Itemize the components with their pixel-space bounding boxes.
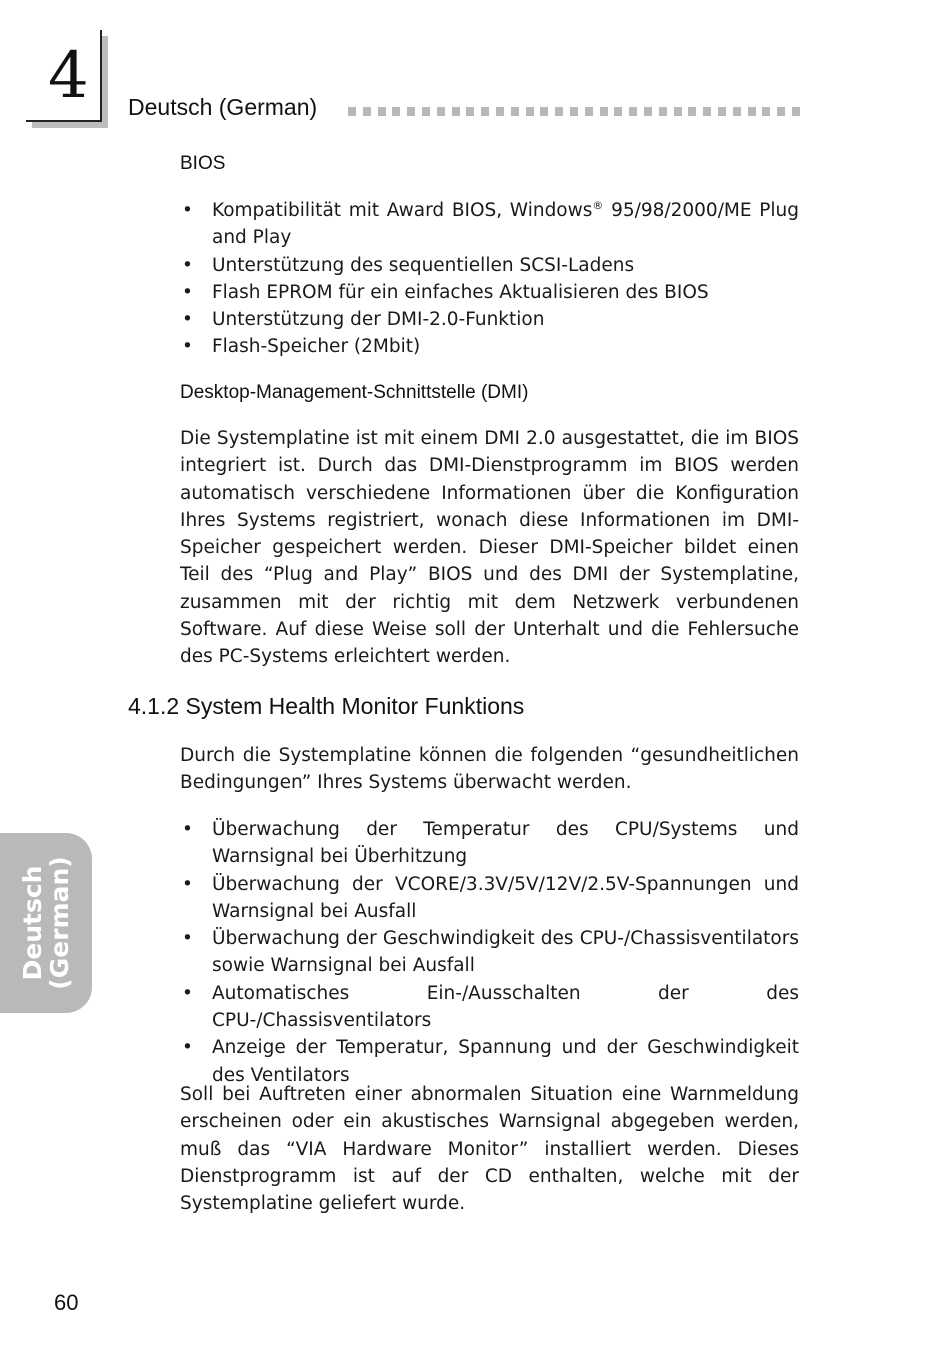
rule-dot [422, 107, 430, 116]
rule-dot [392, 107, 400, 116]
rule-dot [762, 107, 770, 116]
section-heading: 4.1.2 System Health Monitor Funktions [128, 693, 525, 719]
rule-dot [555, 107, 563, 116]
header-dot-rule [348, 107, 800, 119]
bios-feature-list [180, 197, 799, 361]
list-item: • Unterstützung des sequentiellen SCSI-Ladens [180, 252, 799, 279]
rule-dot [644, 107, 652, 116]
list-item: • Automatisches Ein-/Ausschalten der des CPU-/Chassisventilators [180, 980, 799, 1035]
list-item: • Überwachung der Temperatur des CPU/Systems und Warnsignal bei Überhitzung [180, 816, 799, 871]
bios-heading: BIOS [180, 153, 226, 174]
rule-dot [792, 107, 800, 116]
rule-dot [659, 107, 667, 116]
chapter-box-border [26, 120, 102, 122]
list-item: • Unterstützung der DMI-2.0-Funktion [180, 306, 799, 333]
rule-dot [496, 107, 504, 116]
rule-dot [614, 107, 622, 116]
side-tab-line: Deutsch [18, 865, 47, 981]
health-monitor-list [180, 816, 799, 1089]
side-tab-line: (German) [45, 856, 74, 990]
rule-dot [363, 107, 371, 116]
rule-dot [378, 107, 386, 116]
rule-dot [585, 107, 593, 116]
rule-dot [718, 107, 726, 116]
rule-dot [748, 107, 756, 116]
chapter-number: 4 [48, 39, 89, 113]
list-item: • Überwachung der Geschwindigkeit des CPU-/Chassisventilators sowie Warnsignal bei Ausfall [180, 925, 799, 980]
language-side-tab [0, 833, 92, 1013]
bios-item-text: Kompatibilität mit Award BIOS, Windows [212, 200, 593, 221]
rule-dot [348, 107, 356, 116]
rule-dot [526, 107, 534, 116]
rule-dot [600, 107, 608, 116]
dmi-heading: Desktop-Management-Schnittstelle (DMI) [180, 382, 529, 403]
list-item: • Flash-Speicher (2Mbit) [180, 333, 799, 360]
rule-dot [481, 107, 489, 116]
list-item: • Flash EPROM für ein einfaches Aktualisieren des BIOS [180, 279, 799, 306]
rule-dot [674, 107, 682, 116]
dmi-paragraph: Die Systemplatine ist mit einem DMI 2.0 ausgestattet, die im BIOS integriert ist. Durch das DMI-Dienstprogramm im BIOS werden automatisch verschiedene Informationen über die Konfiguration Ihres Systems registriert, wonach diese Informationen im DMI-Speicher gespeichert werden. Dieser DMI-Speicher bildet einen Teil des “Plug and Play” BIOS und des DMI der Systemplatine, zusammen mit der richtig mit dem Netzwerk verbundenen Software. Auf diese Weise soll der Unterhalt und die Fehlersuche des PC-Systems erleichtert werden. [180, 428, 799, 668]
rule-dot [703, 107, 711, 116]
rule-dot [733, 107, 741, 116]
rule-dot [452, 107, 460, 116]
closing-paragraph: Soll bei Auftreten einer abnormalen Situation eine Warnmeldung erscheinen oder ein akustisches Warnsignal abgegeben werden, muß das “VIA Hardware Monitor” installiert werden. Dieses Dienstprogramm ist auf der CD enthalten, welche mit der Systemplatine geliefert wurde. [180, 1084, 799, 1215]
chapter-box-shadow [32, 122, 108, 128]
section-intro: Durch die Systemplatine können die folgenden “gesundheitlichen Bedingungen” Ihres Systems überwacht werden. [180, 745, 799, 794]
list-item [180, 197, 799, 252]
registered-mark: ® [592, 198, 604, 212]
rule-dot [407, 107, 415, 116]
rule-dot [540, 107, 548, 116]
chapter-box-shadow [102, 36, 108, 128]
chapter-marker [26, 30, 106, 126]
rule-dot [629, 107, 637, 116]
rule-dot [437, 107, 445, 116]
chapter-box-border [100, 30, 102, 122]
rule-dot [511, 107, 519, 116]
list-item: • Anzeige der Temperatur, Spannung und der Geschwindigkeit des Ventilators [180, 1034, 799, 1089]
bios-item-text: 95/98/2000/ME Plug and Play [212, 200, 800, 249]
rule-dot [466, 107, 474, 116]
rule-dot [777, 107, 785, 116]
side-tab-label [19, 856, 73, 989]
list-item: • Überwachung der VCORE/3.3V/5V/12V/2.5V-Spannungen und Warnsignal bei Ausfall [180, 871, 799, 926]
rule-dot [688, 107, 696, 116]
chapter-title: Deutsch (German) [128, 94, 318, 120]
rule-dot [570, 107, 578, 116]
page-number: 60 [54, 1290, 79, 1315]
